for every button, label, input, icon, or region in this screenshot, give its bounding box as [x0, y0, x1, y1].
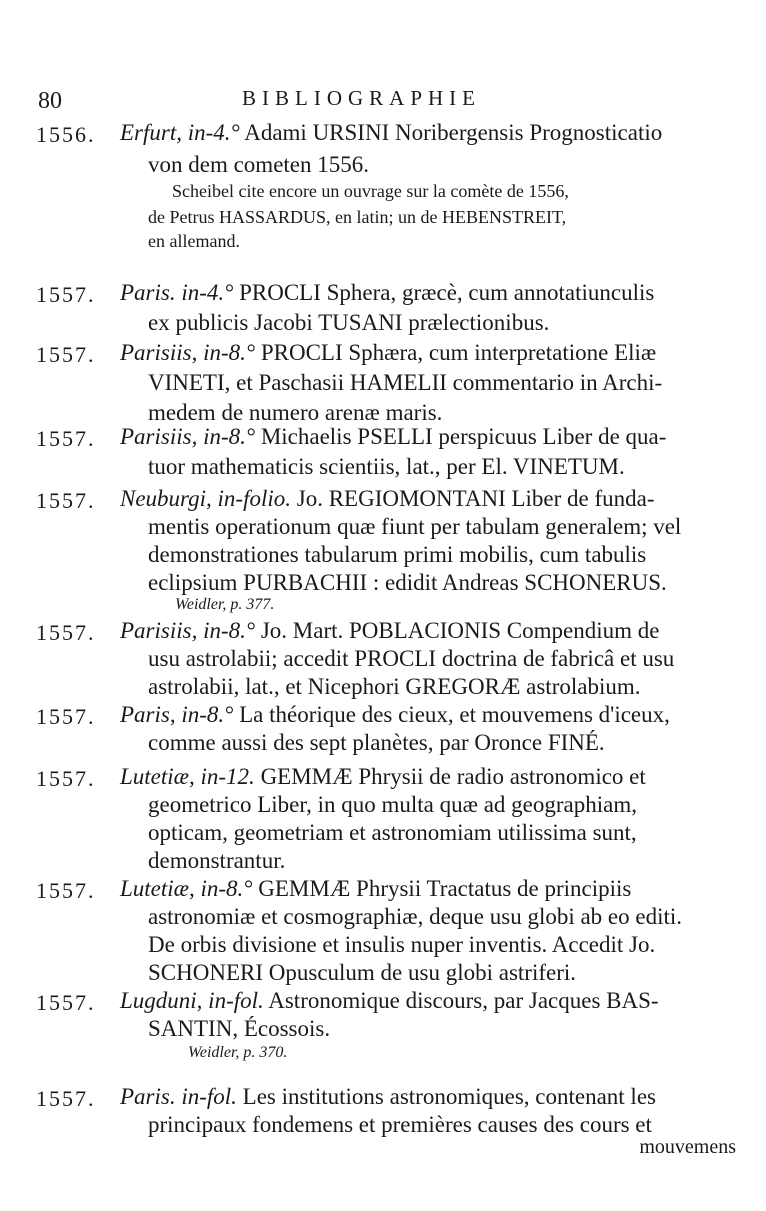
entry-location: Paris, in-8.°: [120, 702, 234, 727]
entry-text-line: Les institutions astronomiques, contenant les: [242, 1084, 656, 1109]
entry-text-line: principaux fondemens et premières causes des cours et: [148, 1112, 652, 1137]
entry-location: Lutetiæ, in-12.: [120, 764, 255, 789]
entry-note-line: Scheibel cite encore un ouvrage sur la comète de 1556,: [172, 181, 569, 201]
entry-text-line: geometrico Liber, in quo multa quæ ad geographiam,: [148, 792, 637, 817]
entry-note-line: en allemand.: [148, 231, 240, 251]
entry-location: Neuburgi, in-folio.: [120, 486, 292, 511]
entry-reference: Weidler, p. 377.: [175, 596, 275, 613]
entry-text-line: mentis operationum quæ fiunt per tabulam generalem; vel: [148, 514, 682, 539]
entry-year: 1557.: [36, 878, 96, 903]
entry-year: 1557.: [36, 990, 96, 1015]
entry-year: 1557.: [36, 488, 96, 513]
entry-text-line: usu astrolabii; accedit PROCLI doctrina de fabricâ et usu: [148, 646, 675, 671]
entry-location: Paris. in-fol.: [120, 1084, 237, 1109]
entry-text-line: PROCLI Sphera, græcè, cum annotatiunculis: [239, 280, 655, 305]
entry-text-line: ex publicis Jacobi TUSANI prælectionibus.: [148, 310, 550, 335]
entry-text-line: astronomiæ et cosmographiæ, deque usu globi ab eo editi.: [148, 904, 683, 929]
page-number: 80: [38, 88, 62, 114]
entry-year: 1557.: [36, 620, 96, 645]
entry-text-line: La théorique des cieux, et mouvemens d'iceux,: [239, 702, 670, 727]
entry-location: Lugduni, in-fol.: [120, 988, 264, 1013]
entry-year: 1557.: [36, 704, 96, 729]
entry-text-line: Michaelis PSELLI perspicuus Liber de qua-: [260, 424, 667, 449]
entry-year: 1556.: [36, 122, 96, 147]
entry-text-line: eclipsium PURBACHII : edidit Andreas SCHONERUS.: [148, 570, 667, 595]
entry-year: 1557.: [36, 282, 96, 307]
entry-location: Paris. in-4.°: [120, 280, 234, 305]
entry-year: 1557.: [36, 1086, 96, 1111]
entry-text-line: Astronomique discours, par Jacques BAS-: [268, 988, 659, 1013]
entry-text-line: medem de numero arenæ maris.: [148, 400, 443, 425]
entry-text-line: astrolabii, lat., et Nicephori GREGORÆ astrolabium.: [148, 674, 641, 699]
entry-text-line: GEMMÆ Phrysii de radio astronomico et: [260, 764, 646, 789]
entry-text-line: demonstrantur.: [148, 848, 286, 873]
entry-text-line: Jo. Mart. POBLACIONIS Compendium de: [260, 618, 660, 643]
entry-location: Parisiis, in-8.°: [120, 424, 256, 449]
entry-text-line: demonstrationes tabularum primi mobilis, cum tabulis: [148, 542, 647, 567]
entry-reference: Weidler, p. 370.: [188, 1044, 288, 1061]
entry-text-line: VINETI, et Paschasii HAMELII commentario in Archi-: [148, 370, 663, 395]
entry-text-line: GEMMÆ Phrysii Tractatus de principiis: [258, 876, 632, 901]
entry-text-line: SCHONERI Opusculum de usu globi astriferi.: [148, 960, 577, 985]
entry-text-line: comme aussi des sept planètes, par Oronce FINÉ.: [148, 730, 605, 755]
entry-location: Lutetiæ, in-8.°: [120, 876, 253, 901]
entry-text-line: Adami URSINI Noribergensis Prognosticatio: [244, 120, 663, 145]
entry-text-line: von dem cometen 1556.: [148, 152, 370, 177]
entry-text-line: SANTIN, Écossois.: [148, 1016, 331, 1041]
catchword: mouvemens: [639, 1136, 736, 1158]
entry-year: 1557.: [36, 766, 96, 791]
entry-location: Parisiis, in-8.°: [120, 340, 256, 365]
entry-text-line: opticam, geometriam et astronomiam utilissima sunt,: [148, 820, 637, 845]
entry-text-line: PROCLI Sphæra, cum interpretatione Eliæ: [260, 340, 657, 365]
running-title: BIBLIOGRAPHIE: [242, 86, 481, 110]
entry-text-line: De orbis divisione et insulis nuper inventis. Accedit Jo.: [148, 932, 656, 957]
entry-location: Parisiis, in-8.°: [120, 618, 256, 643]
entry-location: Erfurt, in-4.°: [120, 120, 240, 145]
entry-year: 1557.: [36, 426, 96, 451]
entry-text-line: Jo. REGIOMONTANI Liber de funda-: [296, 486, 655, 511]
entry-year: 1557.: [36, 342, 96, 367]
entry-note-line: de Petrus HASSARDUS, en latin; un de HEBENSTREIT,: [148, 207, 567, 227]
entry-text-line: tuor mathematicis scientiis, lat., per El. VINETUM.: [148, 454, 625, 479]
